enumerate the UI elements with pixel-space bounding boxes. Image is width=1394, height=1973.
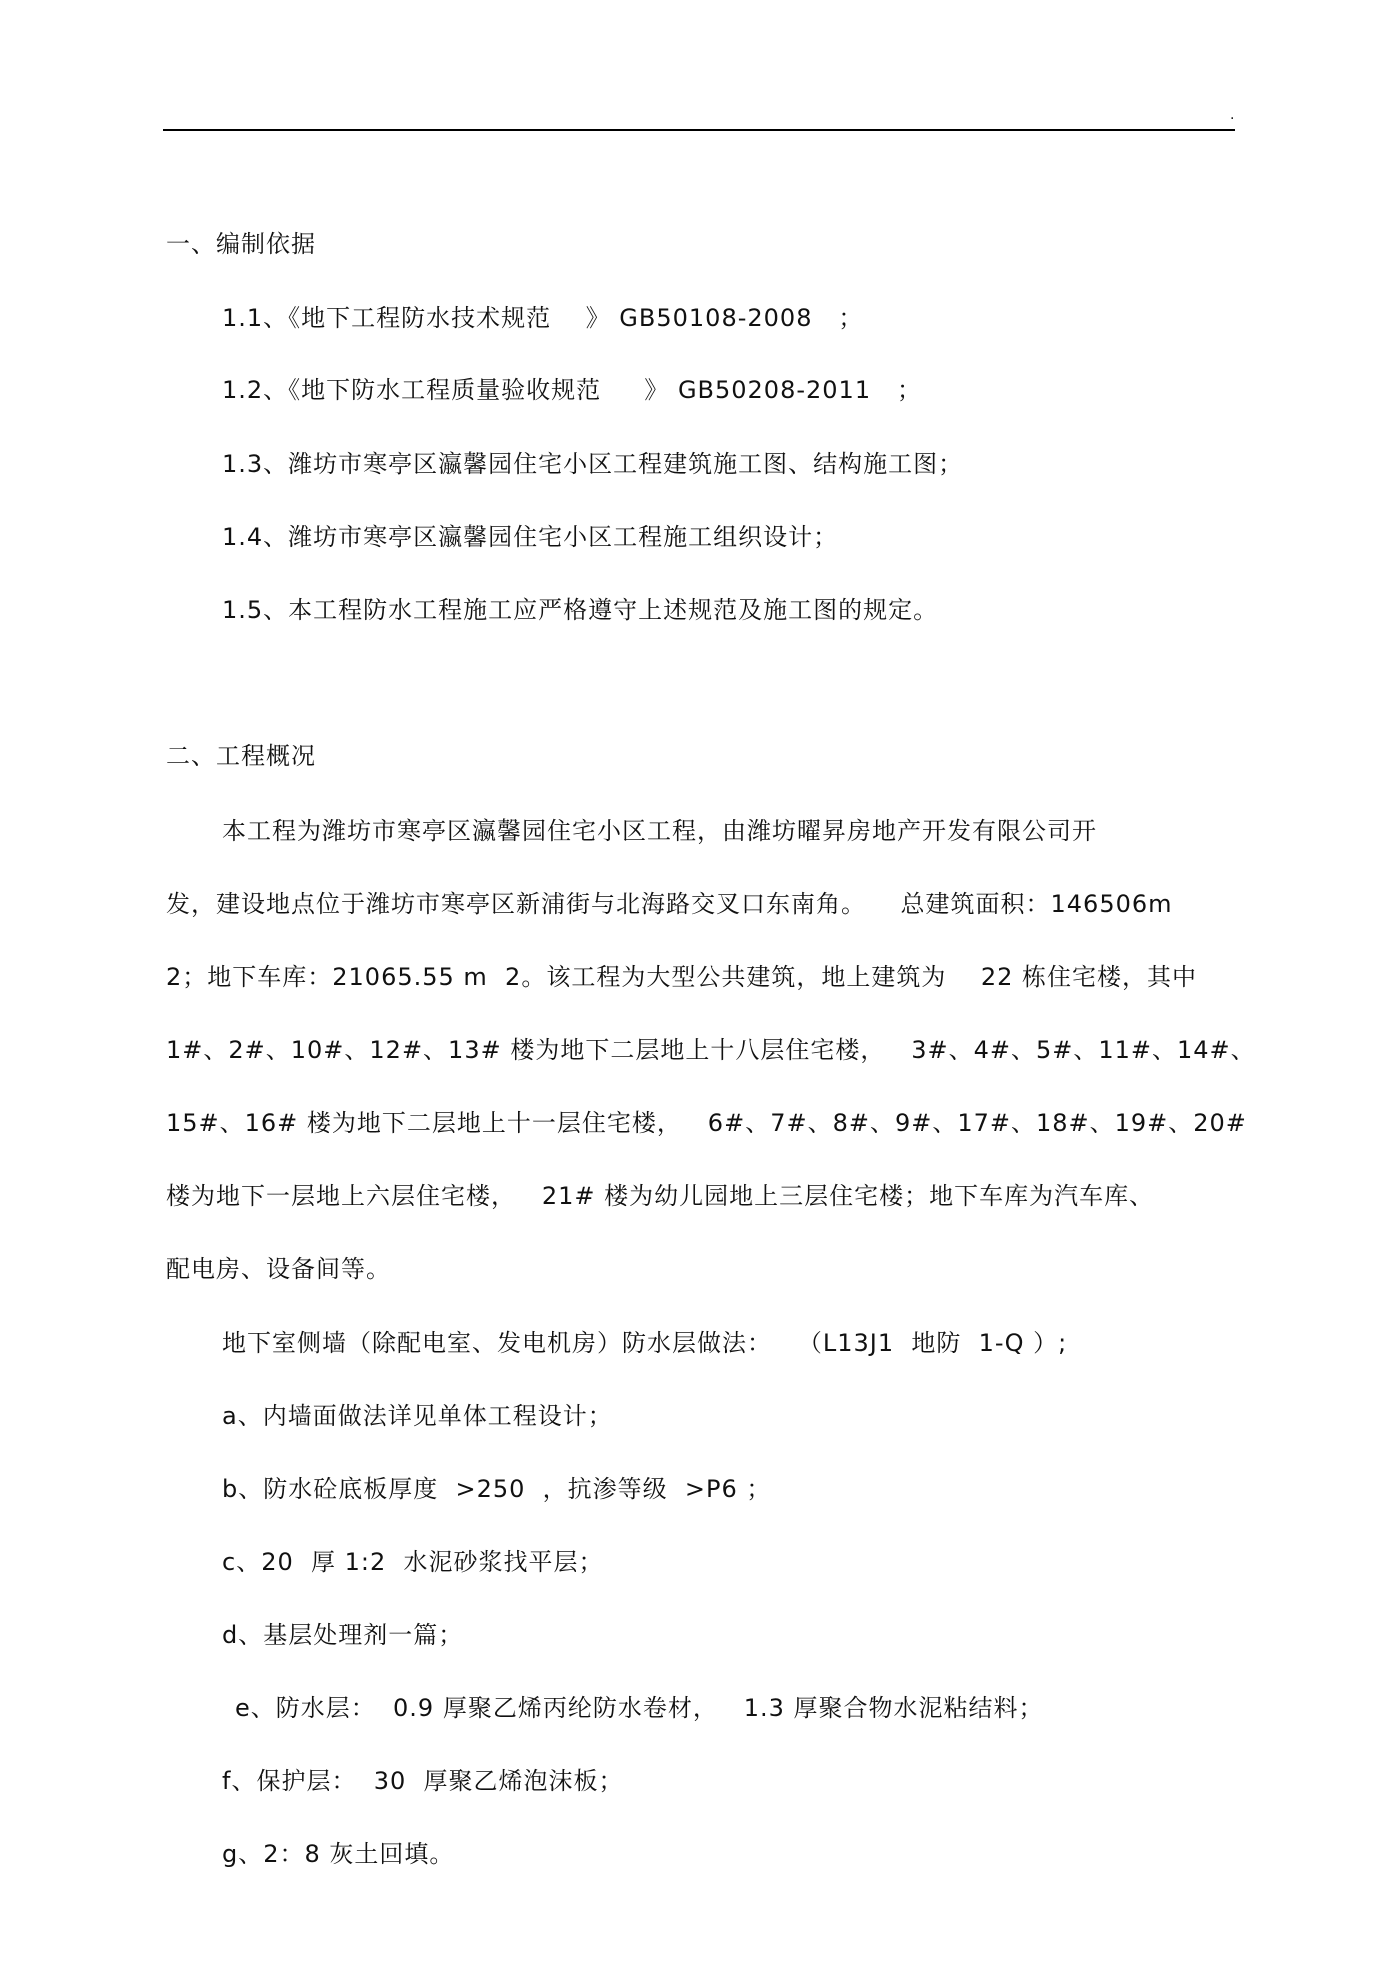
- layer-g: g、2：8 灰土回填。: [222, 1840, 455, 1868]
- basis-item-5: 1.5、本工程防水工程施工应严格遵守上述规范及施工图的规定。: [222, 596, 939, 624]
- overview-line-2: 发，建设地点位于潍坊市寒亭区新浦街与北海路交叉口东南角。 总建筑面积：146506m: [166, 890, 1173, 918]
- basis-item-4: 1.4、潍坊市寒亭区瀛馨园住宅小区工程施工组织设计；: [222, 523, 839, 551]
- overview-line-3: 2；地下车库：21065.55 m 2。该工程为大型公共建筑，地上建筑为 22 栋住宅楼，其中: [166, 963, 1198, 991]
- basis-item-1: 1.1、《地下工程防水技术规范 》 GB50108-2008 ；: [222, 304, 864, 332]
- overview-line-5: 15#、16# 楼为地下二层地上十一层住宅楼， 6#、7#、8#、9#、17#、18#、19#、20#: [166, 1109, 1247, 1137]
- layer-f: f、保护层： 30 厚聚乙烯泡沫板；: [222, 1767, 624, 1795]
- layer-e: e、防水层： 0.9 厚聚乙烯丙纶防水卷材， 1.3 厚聚合物水泥粘结料；: [235, 1694, 1044, 1722]
- layer-b: b、防水砼底板厚度 >250 ，抗渗等级 >P6 ；: [222, 1475, 772, 1503]
- overview-line-6: 楼为地下一层地上六层住宅楼， 21# 楼为幼儿园地上三层住宅楼；地下车库为汽车库、: [166, 1182, 1155, 1210]
- overview-line-1: 本工程为潍坊市寒亭区瀛馨园住宅小区工程，由潍坊曜昇房地产开发有限公司开: [222, 817, 1097, 845]
- header-rule: [163, 129, 1235, 131]
- layer-a: a、内墙面做法详见单体工程设计；: [222, 1402, 613, 1430]
- section-heading-basis: 一、编制依据: [166, 230, 316, 258]
- wall-method: 地下室侧墙（除配电室、发电机房）防水层做法： （L13J1 地防 1-Q ）;: [222, 1329, 1068, 1357]
- layer-c: c、20 厚 1:2 水泥砂浆找平层；: [222, 1548, 604, 1576]
- section-heading-overview: 二、工程概况: [166, 742, 316, 770]
- basis-item-3: 1.3、潍坊市寒亭区瀛馨园住宅小区工程建筑施工图、结构施工图；: [222, 450, 964, 478]
- layer-d: d、基层处理剂一篇；: [222, 1621, 464, 1649]
- overview-line-7: 配电房、设备间等。: [166, 1255, 391, 1283]
- header-dot: .: [1230, 107, 1235, 123]
- basis-item-2: 1.2、《地下防水工程质量验收规范 》 GB50208-2011 ；: [222, 376, 922, 404]
- overview-line-4: 1#、2#、10#、12#、13# 楼为地下二层地上十八层住宅楼， 3#、4#、5#、11#、14#、: [166, 1036, 1256, 1064]
